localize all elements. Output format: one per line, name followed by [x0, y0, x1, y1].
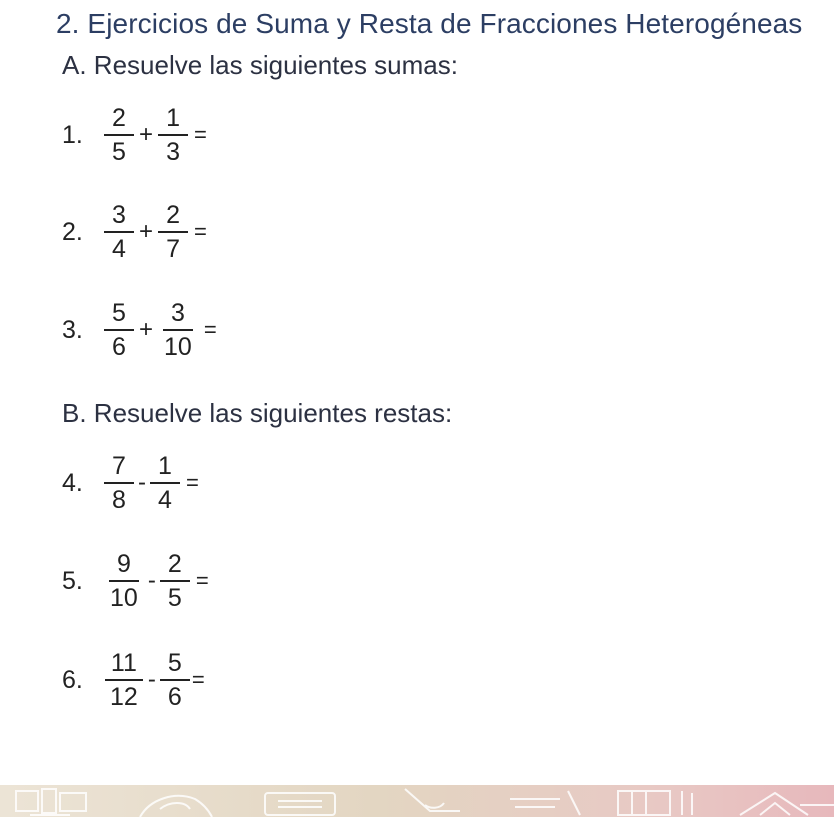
denominator: 12 [110, 682, 138, 711]
operator: - [138, 469, 146, 496]
numerator: 11 [105, 651, 143, 681]
fraction-a [104, 549, 144, 612]
denominator: 6 [167, 682, 182, 711]
problem-number: 4. [62, 468, 83, 497]
fraction-b [150, 451, 180, 514]
denominator: 4 [112, 234, 126, 263]
operator: + [139, 316, 154, 343]
fraction-a [104, 103, 134, 166]
denominator: 3 [166, 137, 180, 166]
operator: - [147, 567, 156, 594]
operator: - [147, 666, 156, 693]
fraction-a [104, 451, 134, 514]
numerator: 2 [160, 552, 190, 582]
denominator: 10 [164, 332, 192, 361]
numerator: 3 [104, 203, 134, 233]
fraction-a [104, 298, 134, 361]
fraction-b [160, 549, 190, 612]
fraction-b [158, 103, 188, 166]
fraction-b [158, 200, 188, 263]
equals-sign: = [191, 667, 205, 692]
denominator: 5 [167, 583, 182, 612]
fraction-a [104, 648, 144, 711]
numerator: 5 [104, 301, 134, 331]
problem-1 [62, 100, 207, 170]
operator: + [139, 218, 154, 245]
footer-doodles-icon [0, 785, 834, 817]
numerator: 3 [163, 301, 193, 331]
problem-6 [62, 645, 205, 715]
problem-number: 1. [62, 120, 83, 149]
denominator: 8 [112, 485, 126, 514]
numerator: 2 [104, 106, 134, 136]
section-a-heading: A. Resuelve las siguientes sumas: [62, 50, 458, 80]
numerator: 5 [160, 651, 190, 681]
numerator: 1 [158, 106, 188, 136]
problem-number: 6. [62, 665, 83, 694]
numerator: 2 [158, 203, 188, 233]
numerator: 9 [109, 552, 139, 582]
equals-sign: = [203, 317, 217, 342]
denominator: 10 [110, 583, 138, 612]
fraction-b [158, 298, 198, 361]
problem-2 [62, 197, 207, 267]
fraction-b [160, 648, 190, 711]
problem-number: 3. [62, 315, 83, 344]
problem-5 [62, 546, 209, 616]
equals-sign: = [195, 568, 209, 593]
denominator: 5 [112, 137, 126, 166]
equals-sign: = [186, 470, 199, 495]
numerator: 7 [104, 454, 134, 484]
problem-number: 5. [62, 566, 83, 595]
fraction-a [104, 200, 134, 263]
denominator: 6 [112, 332, 126, 361]
equals-sign: = [194, 122, 207, 147]
operator: + [139, 121, 154, 148]
equals-sign: = [194, 219, 207, 244]
decorative-footer-banner [0, 785, 834, 817]
page-title: 2. Ejercicios de Suma y Resta de Fracciones Heterogéneas [56, 8, 803, 39]
section-b-heading: B. Resuelve las siguientes restas: [62, 398, 453, 428]
problem-3 [62, 295, 217, 365]
denominator: 4 [158, 485, 172, 514]
problem-number: 2. [62, 217, 83, 246]
numerator: 1 [150, 454, 180, 484]
problem-4 [62, 448, 199, 518]
denominator: 7 [166, 234, 180, 263]
